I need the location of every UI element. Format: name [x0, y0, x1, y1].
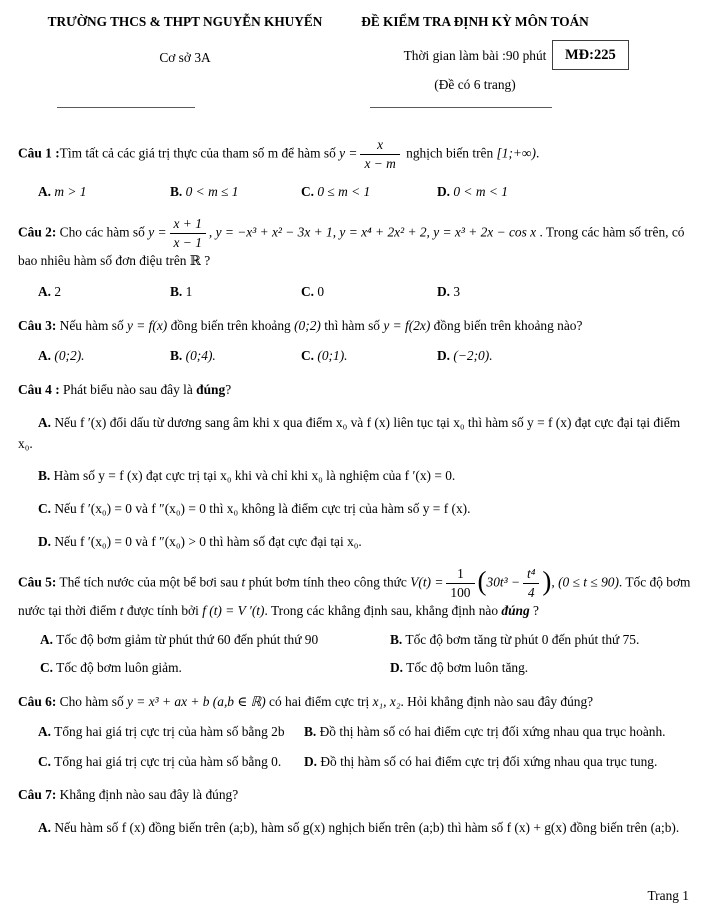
option-d: D. 0 < m < 1 [437, 184, 508, 200]
question-5-label: Câu 5: [18, 574, 57, 590]
question-2-stem: Câu 2: Cho các hàm số y = $\frac{x + 1}{x - 1}$ , y = −x³ + x² − 3x + 1, y = x⁴ + 2x² + 2, y = x³ + 2x − cos x . Trong các hàm số trên, có bao nhiêu hàm số đơn điệu trên ℝ ? [18, 215, 685, 269]
option-a: A. Tổng hai giá trị cực trị của hàm số bằng 2b [38, 723, 285, 739]
question-1-label: Câu 1 : [18, 145, 60, 161]
question-7-label: Câu 7: [18, 787, 57, 803]
option-a: A. m > 1 [38, 184, 87, 200]
signature-lines [18, 104, 697, 124]
option-d: D. Nếu f ′(x₀) = 0 và f ″(x₀) > 0 thì hàm số đạt cực đại tại x₀. [38, 533, 362, 549]
emphasis: đúng [196, 382, 226, 398]
fraction: $\frac{1}{100}$ [446, 566, 474, 601]
signature-line-right [370, 107, 552, 108]
question-3-label: Câu 3: [18, 317, 57, 333]
equation: , y = −x³ + x² − 3x + 1, y = x⁴ + 2x² + 2, y = x³ + 2x − cos x [208, 224, 537, 240]
school-name: TRƯỜNG THCS & THPT NGUYỄN KHUYẾN [47, 14, 323, 29]
option-b: B. Đồ thị hàm số có hai điểm cực trị đối xứng nhau qua trục hoành. [304, 723, 666, 739]
option-c: C. Tổng hai giá trị cực trị của hàm số bằng 0. [38, 753, 282, 769]
question-4 [18, 380, 697, 553]
equation: V(t) = [410, 574, 444, 590]
equation: y = f(x) [127, 317, 168, 333]
question-7-stem: Câu 7: Khẳng định nào sau đây là đúng? [18, 787, 239, 803]
option-d: D. Tốc độ bơm luôn tăng. [390, 660, 529, 676]
question-7 [18, 785, 697, 839]
option-c: C. 0 [301, 283, 325, 299]
question-1-text: Tìm tất cả các giá trị thực của tham số m để hàm số [59, 145, 340, 161]
option-c: C. Nếu f ′(x₀) = 0 và f ″(x₀) = 0 thì x₀ không là điểm cực trị của hàm số y = f (x). [38, 501, 471, 517]
option-b: B. (0;4). [170, 348, 216, 364]
exam-code-box: MĐ:225 [552, 40, 629, 70]
fraction: $\frac{x}{x - m}$ [360, 137, 399, 172]
pages-note: (Đề có 6 trang) [434, 77, 516, 93]
question-3 [18, 316, 697, 368]
question-1-stem: Câu 1 :Tìm tất cả các giá trị thực của tham số m để hàm số y = $\frac{x}{x - m}$ nghịch biến trên [1;+∞). [18, 137, 540, 172]
campus-name: Cơ sở 3A [159, 49, 211, 65]
option-a: A. 2 [38, 283, 62, 299]
option-b: B. Tốc độ bơm tăng từ phút 0 đến phút thứ 75. [390, 631, 640, 647]
question-5-options-row-1 [18, 630, 697, 651]
option-d: D. 3 [437, 283, 461, 299]
equation: y = f(2x) [383, 317, 431, 333]
signature-line-left [57, 107, 195, 108]
question-5-options-row-2 [18, 658, 697, 679]
interval: (0;2) [294, 317, 321, 333]
question-3-stem: Câu 3: Nếu hàm số y = f(x) đồng biến trên khoảng (0;2) thì hàm số y = f(2x) đồng biến trên khoảng nào? [18, 317, 583, 333]
question-5 [18, 566, 697, 679]
equation: f (t) = V ′(t) [202, 602, 265, 618]
question-2-text: Cho các hàm số [56, 224, 149, 240]
constraint: , (0 ≤ t ≤ 90) [551, 574, 619, 590]
option-c: C. 0 ≤ m < 1 [301, 184, 371, 200]
right-paren: ) [542, 566, 552, 597]
school-block [24, 12, 346, 68]
option-c: C. Tốc độ bơm luôn giảm. [40, 660, 182, 676]
page-number: Trang 1 [647, 888, 689, 904]
option-a: A. Nếu hàm số f (x) đồng biến trên (a;b), hàm số g(x) nghịch biến trên (a;b) thì hàm số f (x) + g(x) đồng biến trên (a;b). [38, 820, 680, 836]
question-6 [18, 692, 697, 772]
question-6-stem: Câu 6: Cho hàm số y = x³ + ax + b (a,b ∈ ℝ) có hai điểm cực trị x₁, x₂. Hỏi khẳng định nào sau đây đúng? [18, 694, 594, 710]
equation: y = [148, 224, 167, 240]
option-b: B. 1 [170, 283, 193, 299]
question-2-options [18, 282, 697, 303]
question-5-stem: Câu 5: Thể tích nước của một bể bơi sau t phút bơm tính theo công thức V(t) = $\frac{1}{100}$ (30t³ − $\frac{\text{t⁴}}{4}$ ), (0 ≤ t ≤ 90). Tốc độ bơm nước tại thời điểm t được tính bởi f (t) = V ′(t). Trong các khẳng định sau, khẳng định nào đúng ? [18, 565, 691, 618]
question-3-options [18, 346, 697, 367]
exam-duration: Thời gian làm bài :90 phút [403, 47, 547, 63]
fraction: $\frac{\text{t⁴}}{4}$ [523, 566, 539, 601]
option-c: C. (0;1). [301, 348, 348, 364]
option-b: B. 0 < m ≤ 1 [170, 184, 239, 200]
option-a: A. Nếu f ′(x) đổi dấu từ dương sang âm khi x qua điểm x₀ và f (x) liên tục tại x₀ thì hàm số y = f (x) đạt cực đại tại điểm x₀. [18, 414, 681, 451]
option-d: D. Đồ thị hàm số có hai điểm cực trị đối xứng nhau qua trục tung. [304, 753, 658, 769]
option-d: D. (−2;0). [437, 348, 493, 364]
emphasis: đúng [501, 602, 530, 618]
option-a: A. (0;2). [38, 348, 85, 364]
question-2-label: Câu 2: [18, 224, 57, 240]
question-2 [18, 216, 697, 303]
equation: y = x³ + ax + b (a,b ∈ ℝ) [127, 694, 266, 710]
question-4-stem: Câu 4 : Phát biểu nào sau đây là đúng? [18, 382, 232, 398]
question-6-options-row-1 [18, 722, 697, 743]
option-a: A. Tốc độ bơm giảm từ phút thứ 60 đến phút thứ 90 [40, 631, 319, 647]
equation: y = [339, 145, 358, 161]
exam-title: ĐỀ KIỂM TRA ĐỊNH KỲ MÔN TOÁN [361, 14, 589, 29]
question-4-label: Câu 4 : [18, 382, 60, 398]
option-b: B. Hàm số y = f (x) đạt cực trị tại x₀ khi và chỉ khi x₀ là nghiệm của f ′(x) = 0. [38, 468, 456, 484]
equation: 30t³ − [486, 574, 521, 590]
left-paren: ( [477, 566, 487, 597]
question-1-options [18, 182, 697, 203]
question-6-options-row-2 [18, 752, 697, 773]
interval: [1;+∞) [496, 145, 536, 161]
exam-header [18, 12, 697, 104]
question-1 [18, 137, 697, 203]
fraction: $\frac{x + 1}{x - 1}$ [170, 216, 206, 251]
question-6-label: Câu 6: [18, 694, 57, 710]
